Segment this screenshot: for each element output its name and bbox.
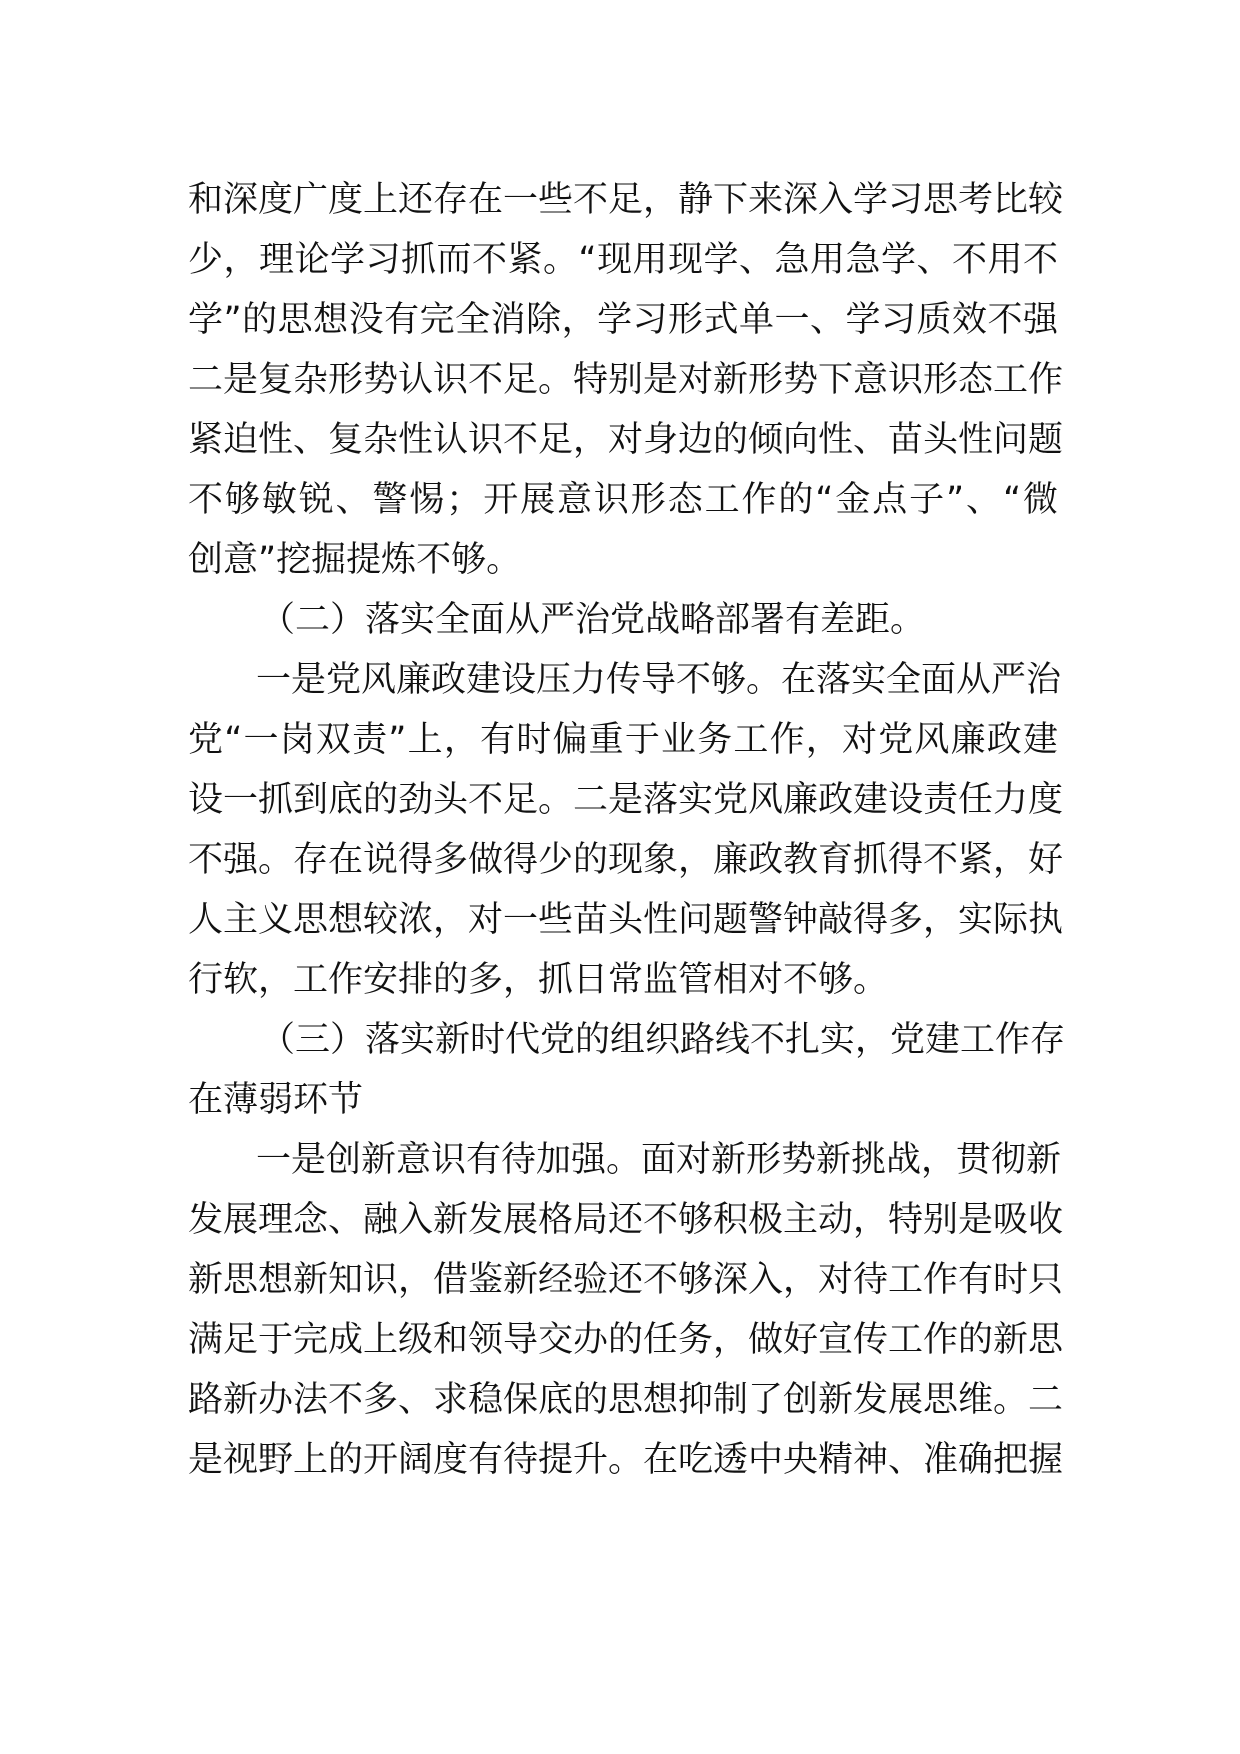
paragraph-line-18: 路新办法不多、求稳保底的思想抑制了创新发展思维。二 <box>188 1380 1064 1420</box>
paragraph-line-1: 和深度广度上还存在一些不足，静下来深入学习思考比较 <box>188 180 1064 220</box>
paragraph-line-7: 创意”挖掘提炼不够。 <box>188 540 522 580</box>
paragraph-line-4: 二是复杂形势认识不足。特别是对新形势下意识形态工作 <box>188 360 1064 400</box>
paragraph-line-13: 行软，工作安排的多，抓日常监管相对不够。 <box>188 960 889 1000</box>
paragraph-line-17: 满足于完成上级和领导交办的任务，做好宣传工作的新思 <box>188 1320 1064 1360</box>
section-heading-2: （二）落实全面从严治党战略部署有差距。 <box>260 600 926 640</box>
paragraph-line-10: 设一抓到底的劲头不足。二是落实党风廉政建设责任力度 <box>188 780 1064 820</box>
paragraph-line-6: 不够敏锐、警惕；开展意识形态工作的“金点子”、“微 <box>188 480 1058 520</box>
paragraph-line-12: 人主义思想较浓，对一些苗头性问题警钟敲得多，实际执 <box>188 900 1064 940</box>
paragraph-line-9: 党“一岗双责”上，有时偏重于业务工作，对党风廉政建 <box>188 720 1058 760</box>
paragraph-line-19: 是视野上的开阔度有待提升。在吃透中央精神、准确把握 <box>188 1440 1064 1480</box>
section-heading-3-cont: 在薄弱环节 <box>188 1080 364 1120</box>
paragraph-line-2: 少，理论学习抓而不紧。“现用现学、急用急学、不用不 <box>188 240 1058 280</box>
paragraph-line-11: 不强。存在说得多做得少的现象，廉政教育抓得不紧，好 <box>188 840 1064 880</box>
paragraph-line-8: 一是党风廉政建设压力传导不够。在落实全面从严治 <box>256 660 1062 700</box>
paragraph-line-5: 紧迫性、复杂性认识不足，对身边的倾向性、苗头性问题 <box>188 420 1064 460</box>
paragraph-line-15: 发展理念、融入新发展格局还不够积极主动，特别是吸收 <box>188 1200 1064 1240</box>
section-heading-3: （三）落实新时代党的组织路线不扎实，党建工作存 <box>260 1020 1066 1060</box>
paragraph-line-14: 一是创新意识有待加强。面对新形势新挑战，贯彻新 <box>256 1140 1062 1180</box>
paragraph-line-16: 新思想新知识，借鉴新经验还不够深入，对待工作有时只 <box>188 1260 1064 1300</box>
paragraph-line-3: 学”的思想没有完全消除，学习形式单一、学习质效不强 <box>188 300 1058 340</box>
